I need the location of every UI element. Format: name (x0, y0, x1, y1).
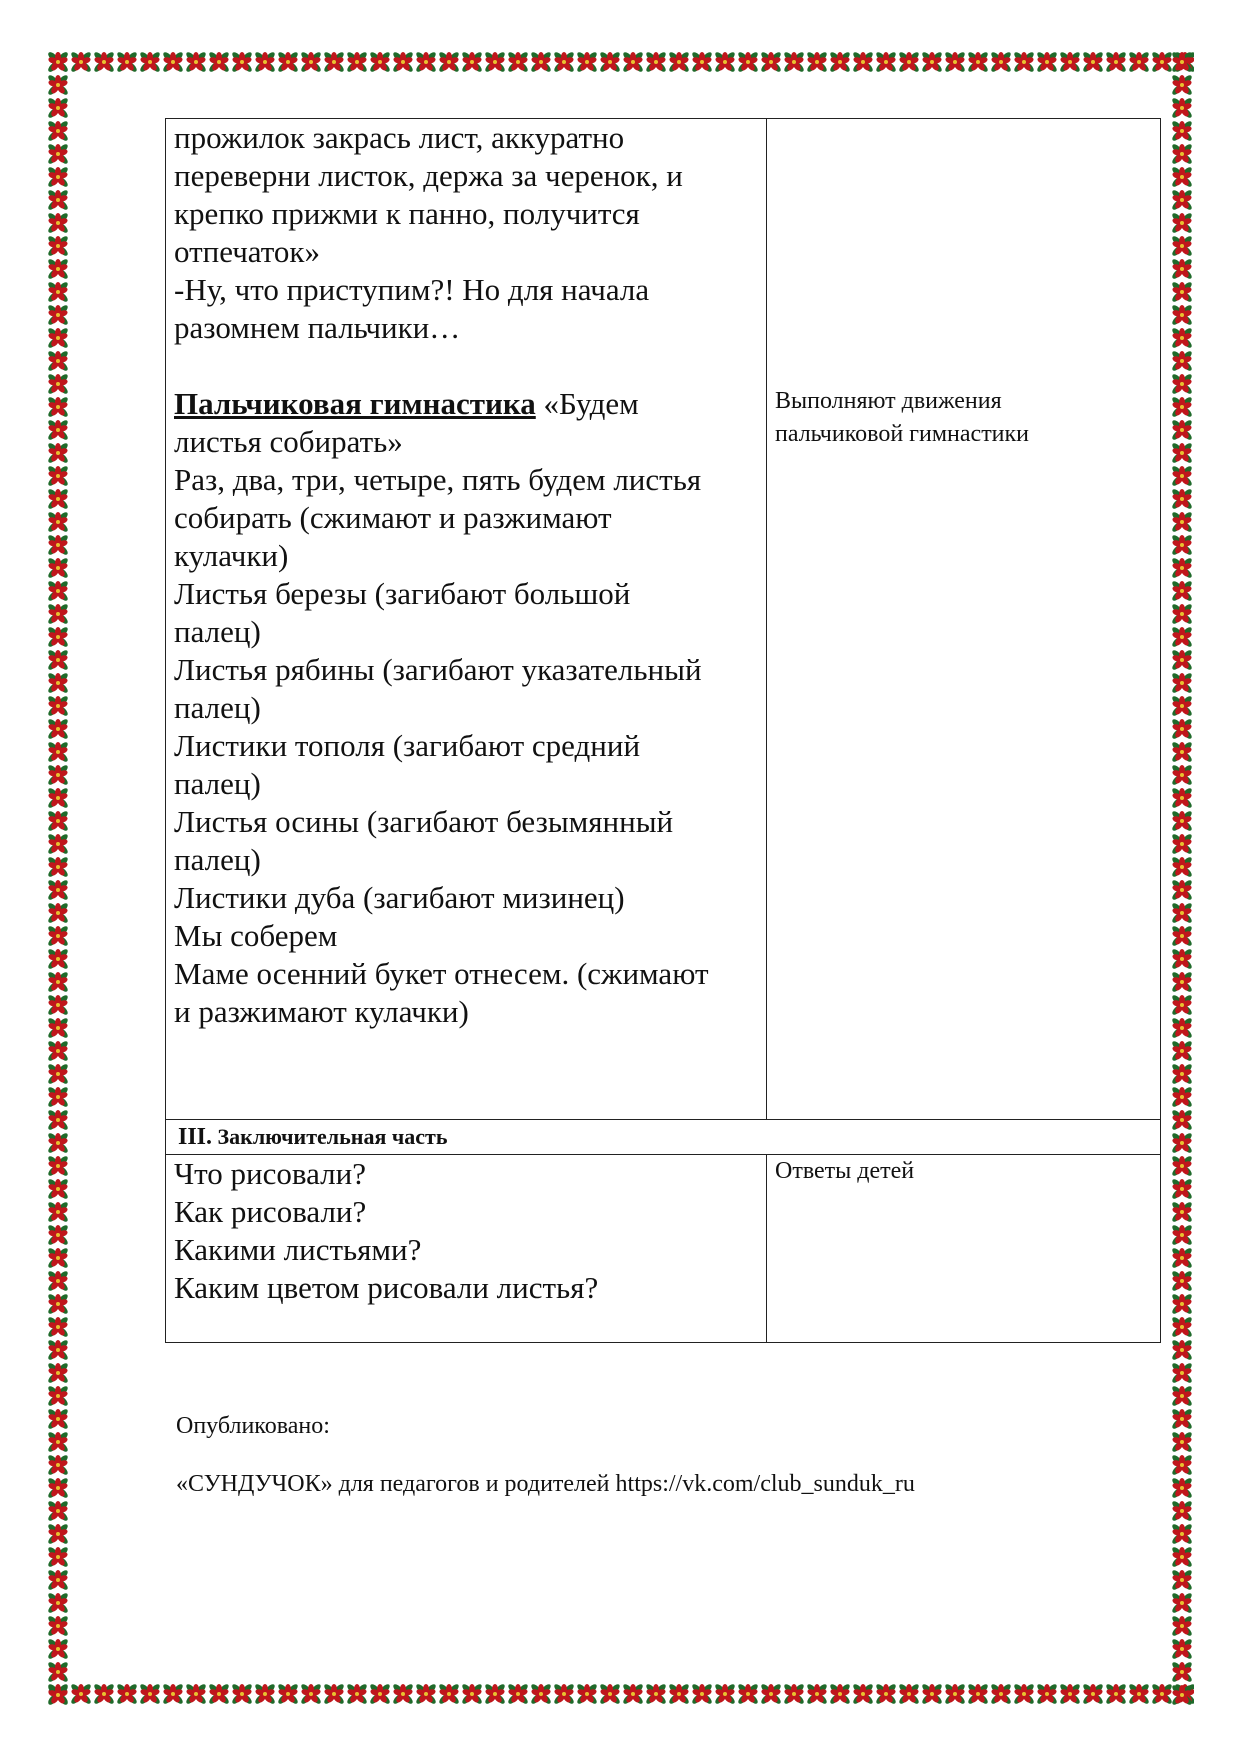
text-line: крепко прижми к панно, получится (174, 196, 640, 231)
poinsettia-icon (1171, 1615, 1194, 1638)
poinsettia-icon (47, 166, 70, 189)
text-line: Листики тополя (загибают средний (174, 728, 641, 763)
poinsettia-icon (461, 1683, 484, 1706)
poinsettia-icon (47, 189, 70, 212)
poinsettia-icon (47, 718, 70, 741)
section-number: III. (178, 1124, 213, 1150)
poinsettia-icon (162, 51, 185, 74)
poinsettia-icon (1171, 718, 1194, 741)
poinsettia-icon (944, 51, 967, 74)
text-line: Как рисовали? (174, 1194, 367, 1229)
poinsettia-icon (1171, 1477, 1194, 1500)
poinsettia-icon (47, 1178, 70, 1201)
poinsettia-icon (1171, 166, 1194, 189)
poinsettia-icon (47, 649, 70, 672)
poinsettia-icon (1171, 396, 1194, 419)
poinsettia-icon (1171, 120, 1194, 143)
section-title: Заключительная часть (212, 1124, 448, 1149)
poinsettia-icon (1171, 1247, 1194, 1270)
poinsettia-icon (1171, 1546, 1194, 1569)
poinsettia-icon (47, 1155, 70, 1178)
poinsettia-icon (47, 1017, 70, 1040)
poinsettia-icon (47, 1132, 70, 1155)
poinsettia-icon (162, 1683, 185, 1706)
poinsettia-icon (93, 1683, 116, 1706)
poinsettia-icon (47, 143, 70, 166)
text-line: Какими листьями? (174, 1232, 422, 1267)
poinsettia-icon (1059, 51, 1082, 74)
poinsettia-icon (1171, 419, 1194, 442)
poinsettia-icon (70, 1683, 93, 1706)
text-line: Раз, два, три, четыре, пять будем листья (174, 462, 702, 497)
poinsettia-icon (1171, 97, 1194, 120)
poinsettia-icon (576, 1683, 599, 1706)
poinsettia-icon (1171, 557, 1194, 580)
poinsettia-icon (1171, 1454, 1194, 1477)
poinsettia-icon (47, 1063, 70, 1086)
poinsettia-icon (1171, 1178, 1194, 1201)
poinsettia-icon (668, 51, 691, 74)
border-right (1170, 50, 1194, 1706)
poinsettia-icon (714, 1683, 737, 1706)
poinsettia-icon (852, 1683, 875, 1706)
poinsettia-icon (1171, 304, 1194, 327)
poinsettia-icon (645, 51, 668, 74)
poinsettia-icon (208, 1683, 231, 1706)
poinsettia-icon (47, 97, 70, 120)
poinsettia-icon (47, 465, 70, 488)
table-row (166, 1155, 1161, 1343)
poinsettia-icon (1171, 442, 1194, 465)
poinsettia-icon (1171, 1270, 1194, 1293)
poinsettia-icon (1171, 672, 1194, 695)
poinsettia-icon (1171, 741, 1194, 764)
poinsettia-icon (208, 51, 231, 74)
poinsettia-icon (47, 1270, 70, 1293)
poinsettia-icon (47, 258, 70, 281)
poinsettia-icon (1171, 603, 1194, 626)
poinsettia-icon (1171, 1523, 1194, 1546)
poinsettia-icon (1171, 212, 1194, 235)
poinsettia-icon (185, 51, 208, 74)
poinsettia-icon (622, 51, 645, 74)
poinsettia-icon (47, 833, 70, 856)
poinsettia-icon (1171, 1201, 1194, 1224)
poinsettia-icon (47, 1431, 70, 1454)
poinsettia-icon (875, 51, 898, 74)
answers-cell (767, 1155, 1161, 1343)
poinsettia-icon (47, 235, 70, 258)
poinsettia-icon (599, 1683, 622, 1706)
poinsettia-icon (576, 51, 599, 74)
poinsettia-icon (1171, 1592, 1194, 1615)
poinsettia-icon (47, 1385, 70, 1408)
poinsettia-icon (530, 51, 553, 74)
poinsettia-icon (47, 1224, 70, 1247)
poinsettia-icon (231, 1683, 254, 1706)
section-heading (166, 1120, 1161, 1155)
poinsettia-icon (47, 74, 70, 97)
poinsettia-icon (47, 488, 70, 511)
text-line: собирать (сжимают и разжимают (174, 500, 612, 535)
poinsettia-icon (47, 1500, 70, 1523)
text-line: Маме осенний букет отнесем. (сжимают (174, 956, 709, 991)
poinsettia-icon (990, 1683, 1013, 1706)
poinsettia-icon (898, 51, 921, 74)
poinsettia-icon (990, 51, 1013, 74)
border-left (46, 50, 70, 1706)
poinsettia-icon (47, 304, 70, 327)
poinsettia-icon (438, 1683, 461, 1706)
poinsettia-icon (1171, 488, 1194, 511)
poinsettia-icon (1171, 626, 1194, 649)
poinsettia-icon (116, 51, 139, 74)
published-label: Опубликовано: (176, 1413, 330, 1439)
text-line: -Ну, что приступим?! Но для начала (174, 272, 650, 307)
text-line: Что рисовали? (174, 1156, 366, 1191)
text-line: Мы соберем (174, 918, 338, 953)
poinsettia-icon (47, 212, 70, 235)
text-line: прожилок закрась лист, аккуратно (174, 120, 625, 155)
poinsettia-icon (47, 1454, 70, 1477)
poinsettia-icon (438, 51, 461, 74)
text-line: палец) (174, 842, 261, 877)
poinsettia-icon (783, 1683, 806, 1706)
poinsettia-icon (369, 51, 392, 74)
poinsettia-icon (346, 51, 369, 74)
text-line: Листики дуба (загибают мизинец) (174, 880, 625, 915)
poinsettia-icon (185, 1683, 208, 1706)
text-line: отпечаток» (174, 234, 320, 269)
poinsettia-icon (829, 1683, 852, 1706)
poinsettia-icon (622, 1683, 645, 1706)
poinsettia-icon (1171, 810, 1194, 833)
poinsettia-icon (1171, 1109, 1194, 1132)
poinsettia-icon (415, 1683, 438, 1706)
poinsettia-icon (139, 1683, 162, 1706)
poinsettia-icon (47, 1661, 70, 1684)
poinsettia-icon (507, 1683, 530, 1706)
gym-heading-line (174, 385, 758, 423)
lines-b (174, 423, 758, 1031)
poinsettia-icon (668, 1683, 691, 1706)
poinsettia-icon (47, 925, 70, 948)
poinsettia-icon (231, 51, 254, 74)
poinsettia-icon (47, 1293, 70, 1316)
poinsettia-icon (1171, 511, 1194, 534)
poinsettia-icon (47, 1362, 70, 1385)
poinsettia-icon (277, 51, 300, 74)
poinsettia-icon (47, 120, 70, 143)
poinsettia-icon (47, 1339, 70, 1362)
poinsettia-icon (1128, 51, 1151, 74)
poinsettia-icon (47, 1086, 70, 1109)
poinsettia-icon (1171, 1385, 1194, 1408)
poinsettia-icon (1171, 373, 1194, 396)
poinsettia-icon (1171, 534, 1194, 557)
poinsettia-icon (1171, 258, 1194, 281)
poinsettia-icon (346, 1683, 369, 1706)
poinsettia-icon (116, 1683, 139, 1706)
text-line: Каким цветом рисовали листья? (174, 1270, 599, 1305)
poinsettia-icon (47, 1638, 70, 1661)
poinsettia-icon (783, 51, 806, 74)
questions-cell (166, 1155, 767, 1343)
poinsettia-icon (392, 1683, 415, 1706)
poinsettia-icon (967, 51, 990, 74)
poinsettia-icon (1171, 787, 1194, 810)
poinsettia-icon (47, 1684, 70, 1706)
poinsettia-icon (1171, 1500, 1194, 1523)
poinsettia-icon (1171, 833, 1194, 856)
poinsettia-icon (47, 327, 70, 350)
poinsettia-icon (737, 51, 760, 74)
poinsettia-icon (1171, 1017, 1194, 1040)
source-text: «СУНДУЧОК» для педагогов и родителей https://vk.com/club_sunduk_ru (176, 1471, 915, 1497)
poinsettia-icon (47, 373, 70, 396)
poinsettia-icon (1171, 879, 1194, 902)
poinsettia-icon (47, 672, 70, 695)
poinsettia-icon (47, 1569, 70, 1592)
lesson-table (165, 118, 1161, 1343)
poinsettia-icon (1171, 1408, 1194, 1431)
poinsettia-icon (1171, 764, 1194, 787)
poinsettia-icon (323, 51, 346, 74)
poinsettia-icon (875, 1683, 898, 1706)
poinsettia-icon (898, 1683, 921, 1706)
poinsettia-icon (599, 51, 622, 74)
poinsettia-icon (737, 1683, 760, 1706)
poinsettia-icon (1171, 902, 1194, 925)
poinsettia-icon (47, 1408, 70, 1431)
text-line: переверни листок, держа за черенок, и (174, 158, 683, 193)
text-line: Листья осины (загибают безымянный (174, 804, 674, 839)
poinsettia-icon (1171, 327, 1194, 350)
poinsettia-icon (1082, 51, 1105, 74)
poinsettia-icon (1171, 189, 1194, 212)
poinsettia-icon (47, 557, 70, 580)
text-line: и разжимают кулачки) (174, 994, 469, 1029)
text-line: палец) (174, 614, 261, 649)
poinsettia-icon (1171, 1362, 1194, 1385)
poinsettia-icon (1171, 1638, 1194, 1661)
poinsettia-icon (829, 51, 852, 74)
poinsettia-icon (921, 51, 944, 74)
poinsettia-icon (1171, 948, 1194, 971)
gym-title-start: «Будем (535, 386, 639, 421)
poinsettia-icon (47, 626, 70, 649)
poinsettia-icon (1036, 51, 1059, 74)
poinsettia-icon (691, 1683, 714, 1706)
poinsettia-icon (47, 442, 70, 465)
poinsettia-icon (47, 1247, 70, 1270)
poinsettia-icon (507, 51, 530, 74)
poinsettia-icon (47, 695, 70, 718)
poinsettia-icon (1105, 1683, 1128, 1706)
poinsettia-icon (1171, 51, 1194, 74)
poinsettia-icon (1171, 1339, 1194, 1362)
poinsettia-icon (1171, 580, 1194, 603)
poinsettia-icon (1171, 1293, 1194, 1316)
border-bottom (46, 1682, 1194, 1706)
poinsettia-icon (47, 787, 70, 810)
poinsettia-icon (1171, 1684, 1194, 1706)
poinsettia-icon (47, 902, 70, 925)
poinsettia-icon (553, 1683, 576, 1706)
poinsettia-icon (47, 281, 70, 304)
poinsettia-icon (1171, 1040, 1194, 1063)
poinsettia-icon (47, 396, 70, 419)
poinsettia-icon (392, 51, 415, 74)
text-line: Ответы детей (775, 1158, 915, 1184)
lines-a (174, 119, 758, 347)
poinsettia-icon (47, 1109, 70, 1132)
gym-heading: Пальчиковая гимнастика (174, 386, 536, 421)
poinsettia-icon (323, 1683, 346, 1706)
poinsettia-icon (1171, 465, 1194, 488)
poinsettia-icon (1128, 1683, 1151, 1706)
poinsettia-icon (254, 51, 277, 74)
poinsettia-icon (47, 1477, 70, 1500)
poinsettia-icon (415, 51, 438, 74)
poinsettia-icon (1036, 1683, 1059, 1706)
poinsettia-icon (93, 51, 116, 74)
text-line: разомнем пальчики… (174, 310, 461, 345)
text-line: палец) (174, 766, 261, 801)
poinsettia-icon (1171, 1155, 1194, 1178)
poinsettia-icon (47, 971, 70, 994)
text-line: кулачки) (174, 538, 289, 573)
poinsettia-icon (47, 419, 70, 442)
poinsettia-icon (1171, 1569, 1194, 1592)
poinsettia-icon (1171, 74, 1194, 97)
poinsettia-icon (47, 856, 70, 879)
poinsettia-icon (47, 948, 70, 971)
poinsettia-icon (369, 1683, 392, 1706)
poinsettia-icon (691, 51, 714, 74)
poinsettia-icon (70, 51, 93, 74)
text-line: Листья рябины (загибают указательный (174, 652, 702, 687)
poinsettia-icon (1171, 1063, 1194, 1086)
poinsettia-icon (806, 1683, 829, 1706)
poinsettia-icon (921, 1683, 944, 1706)
border-top (46, 50, 1194, 74)
poinsettia-icon (47, 1040, 70, 1063)
poinsettia-icon (1059, 1683, 1082, 1706)
poinsettia-icon (277, 1683, 300, 1706)
poinsettia-icon (47, 1615, 70, 1638)
poinsettia-icon (461, 51, 484, 74)
poinsettia-icon (1171, 925, 1194, 948)
text-line: листья собирать» (174, 424, 403, 459)
children-activity-cell (767, 119, 1161, 1120)
poinsettia-icon (47, 1523, 70, 1546)
poinsettia-icon (1171, 1086, 1194, 1109)
poinsettia-icon (254, 1683, 277, 1706)
poinsettia-icon (47, 1592, 70, 1615)
poinsettia-icon (47, 994, 70, 1017)
text-line: палец) (174, 690, 261, 725)
poinsettia-icon (47, 603, 70, 626)
poinsettia-icon (47, 350, 70, 373)
poinsettia-icon (47, 741, 70, 764)
poinsettia-icon (1171, 281, 1194, 304)
poinsettia-icon (645, 1683, 668, 1706)
poinsettia-icon (1171, 994, 1194, 1017)
poinsettia-icon (300, 1683, 323, 1706)
poinsettia-icon (1013, 1683, 1036, 1706)
poinsettia-icon (1171, 143, 1194, 166)
poinsettia-icon (484, 1683, 507, 1706)
poinsettia-icon (47, 879, 70, 902)
table-row (166, 119, 1161, 1120)
poinsettia-icon (1171, 856, 1194, 879)
poinsettia-icon (1171, 1224, 1194, 1247)
poinsettia-icon (47, 534, 70, 557)
poinsettia-icon (47, 1546, 70, 1569)
poinsettia-icon (47, 1201, 70, 1224)
poinsettia-icon (484, 51, 507, 74)
poinsettia-icon (47, 511, 70, 534)
text-line: Листья березы (загибают большой (174, 576, 631, 611)
poinsettia-icon (944, 1683, 967, 1706)
poinsettia-icon (1013, 51, 1036, 74)
poinsettia-icon (852, 51, 875, 74)
poinsettia-icon (530, 1683, 553, 1706)
poinsettia-icon (1171, 235, 1194, 258)
poinsettia-icon (1171, 695, 1194, 718)
poinsettia-icon (760, 51, 783, 74)
poinsettia-icon (1171, 971, 1194, 994)
poinsettia-icon (300, 51, 323, 74)
poinsettia-icon (1171, 1431, 1194, 1454)
section-row (166, 1120, 1161, 1155)
poinsettia-icon (47, 51, 70, 74)
poinsettia-icon (760, 1683, 783, 1706)
text-line: пальчиковой гимнастики (775, 421, 1030, 447)
poinsettia-icon (806, 51, 829, 74)
poinsettia-icon (1082, 1683, 1105, 1706)
poinsettia-icon (1105, 51, 1128, 74)
poinsettia-icon (1171, 1132, 1194, 1155)
poinsettia-icon (1171, 1661, 1194, 1684)
poinsettia-icon (714, 51, 737, 74)
poinsettia-icon (47, 764, 70, 787)
poinsettia-icon (139, 51, 162, 74)
poinsettia-icon (553, 51, 576, 74)
poinsettia-icon (1171, 649, 1194, 672)
poinsettia-icon (1171, 350, 1194, 373)
poinsettia-icon (47, 580, 70, 603)
poinsettia-icon (967, 1683, 990, 1706)
poinsettia-icon (1171, 1316, 1194, 1339)
poinsettia-icon (47, 1316, 70, 1339)
text-line: Выполняют движения (775, 388, 1002, 414)
poinsettia-icon (47, 810, 70, 833)
activity-cell (166, 119, 767, 1120)
